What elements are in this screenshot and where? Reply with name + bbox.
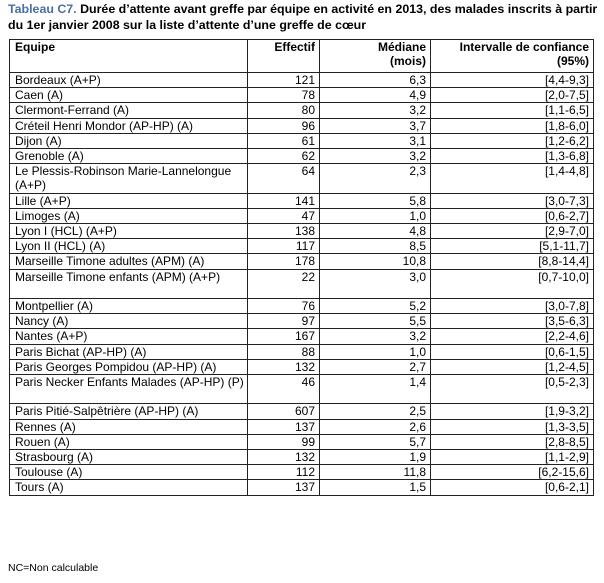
cell-effectif: 61 (248, 133, 320, 148)
cell-effectif: 132 (248, 450, 320, 465)
cell-effectif: 78 (248, 88, 320, 103)
cell-intervalle-confiance: [2,0-7,5] (431, 88, 594, 103)
cell-effectif: 46 (248, 375, 320, 404)
table-row (10, 450, 594, 465)
cell-mediane: 6,3 (320, 73, 431, 88)
cell-equipe: Toulouse (A) (10, 465, 248, 480)
cell-intervalle-confiance: [2,8-8,5] (431, 434, 594, 449)
cell-equipe: Caen (A) (10, 88, 248, 103)
table-header-row (10, 40, 594, 73)
cell-mediane: 10,8 (320, 254, 431, 269)
cell-equipe: Marseille Timone adultes (APM) (A) (10, 254, 248, 269)
table-body (10, 73, 594, 496)
cell-mediane: 3,7 (320, 118, 431, 133)
cell-mediane: 3,2 (320, 329, 431, 344)
cell-effectif: 138 (248, 224, 320, 239)
cell-equipe: Strasbourg (A) (10, 450, 248, 465)
table-row (10, 193, 594, 208)
cell-intervalle-confiance: [1,2-4,5] (431, 359, 594, 374)
cell-mediane: 4,9 (320, 88, 431, 103)
header-intervalle-confiance: Intervalle de confiance (95%) (431, 40, 594, 73)
cell-mediane: 2,6 (320, 419, 431, 434)
cell-effectif: 178 (248, 254, 320, 269)
cell-mediane: 1,4 (320, 375, 431, 404)
cell-mediane: 8,5 (320, 239, 431, 254)
table-row (10, 480, 594, 495)
table-row (10, 208, 594, 223)
cell-equipe: Montpellier (A) (10, 299, 248, 314)
cell-equipe: Rouen (A) (10, 434, 248, 449)
cell-intervalle-confiance: [3,5-6,3] (431, 314, 594, 329)
waiting-time-table (9, 39, 594, 496)
table-row (10, 465, 594, 480)
cell-equipe: Lyon II (HCL) (A) (10, 239, 248, 254)
cell-intervalle-confiance: [1,1-6,5] (431, 103, 594, 118)
cell-intervalle-confiance: [0,6-2,7] (431, 208, 594, 223)
cell-equipe: Grenoble (A) (10, 149, 248, 164)
cell-equipe: Lyon I (HCL) (A+P) (10, 224, 248, 239)
cell-intervalle-confiance: [1,3-3,5] (431, 419, 594, 434)
cell-mediane: 2,5 (320, 404, 431, 419)
table-caption (8, 2, 598, 33)
cell-effectif: 22 (248, 269, 320, 298)
table-row (10, 359, 594, 374)
table-row (10, 73, 594, 88)
table-row (10, 149, 594, 164)
cell-intervalle-confiance: [1,4-4,8] (431, 164, 594, 193)
cell-effectif: 64 (248, 164, 320, 193)
table-row (10, 224, 594, 239)
cell-intervalle-confiance: [2,9-7,0] (431, 224, 594, 239)
cell-intervalle-confiance: [1,2-6,2] (431, 133, 594, 148)
table-row (10, 375, 594, 404)
cell-mediane: 1,0 (320, 344, 431, 359)
cell-equipe: Nantes (A+P) (10, 329, 248, 344)
cell-equipe: Tours (A) (10, 480, 248, 495)
cell-effectif: 167 (248, 329, 320, 344)
cell-intervalle-confiance: [1,9-3,2] (431, 404, 594, 419)
cell-effectif: 76 (248, 299, 320, 314)
cell-mediane: 1,9 (320, 450, 431, 465)
cell-intervalle-confiance: [3,0-7,8] (431, 299, 594, 314)
table-row (10, 329, 594, 344)
cell-mediane: 3,2 (320, 103, 431, 118)
caption-label: Tableau C7. (8, 2, 77, 16)
cell-intervalle-confiance: [3,0-7,3] (431, 193, 594, 208)
cell-effectif: 99 (248, 434, 320, 449)
cell-effectif: 112 (248, 465, 320, 480)
cell-effectif: 121 (248, 73, 320, 88)
caption-text: Durée d’attente avant greffe par équipe en activité en 2013, des malades inscrits à partir du 1er janvier 2008 sur la liste d’attente d’une greffe de cœur (8, 2, 598, 32)
cell-mediane: 5,7 (320, 434, 431, 449)
header-effectif: Effectif (248, 40, 320, 73)
cell-mediane: 3,1 (320, 133, 431, 148)
cell-equipe: Créteil Henri Mondor (AP-HP) (A) (10, 118, 248, 133)
cell-mediane: 2,7 (320, 359, 431, 374)
cell-intervalle-confiance: [8,8-14,4] (431, 254, 594, 269)
cell-effectif: 141 (248, 193, 320, 208)
cell-equipe: Paris Bichat (AP-HP) (A) (10, 344, 248, 359)
cell-mediane: 3,0 (320, 269, 431, 298)
cell-effectif: 88 (248, 344, 320, 359)
cell-mediane: 4,8 (320, 224, 431, 239)
cell-equipe: Dijon (A) (10, 133, 248, 148)
table-row (10, 88, 594, 103)
header-mediane: Médiane (mois) (320, 40, 431, 73)
cell-intervalle-confiance: [1,3-6,8] (431, 149, 594, 164)
cell-mediane: 5,2 (320, 299, 431, 314)
cell-intervalle-confiance: [4,4-9,3] (431, 73, 594, 88)
cell-mediane: 1,5 (320, 480, 431, 495)
cell-equipe: Clermont-Ferrand (A) (10, 103, 248, 118)
cell-equipe: Bordeaux (A+P) (10, 73, 248, 88)
table-row (10, 103, 594, 118)
cell-equipe: Limoges (A) (10, 208, 248, 223)
cell-intervalle-confiance: [0,7-10,0] (431, 269, 594, 298)
table-row (10, 434, 594, 449)
footnote: NC=Non calculable (8, 562, 99, 574)
table-row (10, 133, 594, 148)
cell-intervalle-confiance: [1,8-6,0] (431, 118, 594, 133)
cell-intervalle-confiance: [0,6-1,5] (431, 344, 594, 359)
table-row (10, 344, 594, 359)
cell-equipe: Rennes (A) (10, 419, 248, 434)
cell-equipe: Paris Georges Pompidou (AP-HP) (A) (10, 359, 248, 374)
cell-intervalle-confiance: [6,2-15,6] (431, 465, 594, 480)
table-row (10, 239, 594, 254)
cell-intervalle-confiance: [0,6-2,1] (431, 480, 594, 495)
cell-mediane: 2,3 (320, 164, 431, 193)
cell-effectif: 117 (248, 239, 320, 254)
cell-effectif: 97 (248, 314, 320, 329)
cell-effectif: 137 (248, 419, 320, 434)
cell-effectif: 62 (248, 149, 320, 164)
cell-intervalle-confiance: [1,1-2,9] (431, 450, 594, 465)
cell-equipe: Nancy (A) (10, 314, 248, 329)
cell-mediane: 5,8 (320, 193, 431, 208)
cell-effectif: 137 (248, 480, 320, 495)
cell-effectif: 96 (248, 118, 320, 133)
cell-mediane: 3,2 (320, 149, 431, 164)
cell-effectif: 47 (248, 208, 320, 223)
cell-effectif: 132 (248, 359, 320, 374)
header-equipe: Equipe (10, 40, 248, 73)
table-row (10, 299, 594, 314)
cell-equipe: Paris Necker Enfants Malades (AP-HP) (P) (10, 375, 248, 404)
cell-equipe: Le Plessis-Robinson Marie-Lannelongue (A+P) (10, 164, 248, 193)
table-row (10, 419, 594, 434)
cell-mediane: 1,0 (320, 208, 431, 223)
table-row (10, 404, 594, 419)
table-row (10, 314, 594, 329)
cell-intervalle-confiance: [2,2-4,6] (431, 329, 594, 344)
cell-intervalle-confiance: [5,1-11,7] (431, 239, 594, 254)
cell-equipe: Marseille Timone enfants (APM) (A+P) (10, 269, 248, 298)
cell-mediane: 11,8 (320, 465, 431, 480)
cell-effectif: 80 (248, 103, 320, 118)
cell-mediane: 5,5 (320, 314, 431, 329)
cell-effectif: 607 (248, 404, 320, 419)
cell-equipe: Lille (A+P) (10, 193, 248, 208)
table-row (10, 269, 594, 298)
table-row (10, 254, 594, 269)
cell-intervalle-confiance: [0,5-2,3] (431, 375, 594, 404)
table-row (10, 164, 594, 193)
cell-equipe: Paris Pitié-Salpêtrière (AP-HP) (A) (10, 404, 248, 419)
table-row (10, 118, 594, 133)
